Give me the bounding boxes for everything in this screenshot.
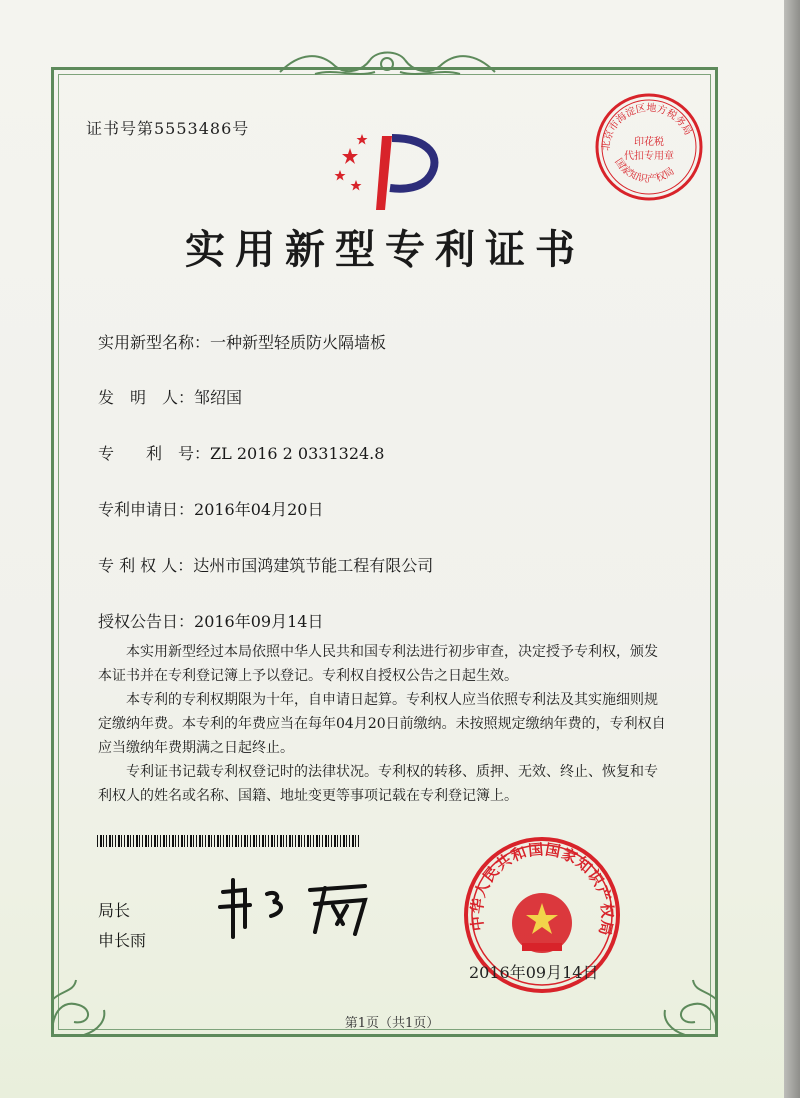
- patent-office-logo-icon: [330, 128, 445, 213]
- field-value: 2016年09月14日: [194, 612, 324, 631]
- svg-text:代扣专用章: 代扣专用章: [624, 151, 674, 162]
- director-title: 局长: [98, 901, 131, 920]
- body-paragraph: 专利证书记载专利权登记时的法律状况。专利权的转移、质押、无效、终止、恢复和专利权人的姓名或名称、国籍、地址变更等事项记载在专利登记簿上。: [98, 764, 658, 804]
- field-value: 邹绍国: [194, 388, 243, 407]
- field-inventor: [98, 385, 242, 408]
- field-patent-number: [98, 441, 384, 464]
- field-label: 授权公告日：: [98, 612, 195, 631]
- handwritten-signature-icon: [215, 872, 385, 942]
- top-ornament-icon: [275, 48, 500, 80]
- seal-date: 2016年09月14日: [469, 963, 599, 982]
- field-grant-date: [98, 609, 323, 632]
- certificate-body: [98, 640, 668, 808]
- page-number: 第1页（共1页）: [344, 1016, 440, 1031]
- svg-text:中华人民共和国国家知识产权局: 中华人民共和国国家知识产权局: [467, 840, 617, 939]
- field-label: 专利申请日：: [98, 500, 195, 519]
- page-edge-shadow: [784, 0, 800, 1098]
- field-filing-date: [98, 497, 323, 520]
- field-utility-model-name: [98, 330, 386, 353]
- body-paragraph: 本专利的专利权期限为十年，自申请日起算。专利权人应当依照专利法及其实施细则规定缴纳年费。本专利的年费应当在每年04月20日前缴纳。未按照规定缴纳年费的，专利权自应当缴纳年费期满之日起终止。: [98, 692, 666, 756]
- svg-text:印花税: 印花税: [634, 137, 664, 148]
- field-patentee: [98, 553, 433, 576]
- field-label: 专 利 号：: [98, 444, 211, 463]
- barcode: [97, 835, 361, 847]
- field-value: 2016年04月20日: [194, 500, 324, 519]
- certificate-title: 实用新型专利证书: [185, 227, 585, 273]
- field-label: 实用新型名称：: [98, 333, 211, 352]
- certificate-number: 证书号第5553486号: [86, 119, 250, 138]
- svg-text:国家知识产权局: 国家知识产权局: [612, 156, 677, 186]
- field-value: ZL 2016 2 0331324.8: [210, 444, 385, 463]
- stamp-duty-seal-icon: [593, 91, 705, 203]
- director-name: 申长雨: [98, 931, 147, 950]
- field-value: 一种新型轻质防火隔墙板: [210, 333, 387, 352]
- svg-text:北京市海淀区地方税务局: 北京市海淀区地方税务局: [600, 102, 694, 152]
- field-value: 达州市国鸿建筑节能工程有限公司: [193, 556, 434, 575]
- body-paragraph: 本实用新型经过本局依照中华人民共和国专利法进行初步审查，决定授予专利权，颁发本证书并在专利登记簿上予以登记。专利权自授权公告之日起生效。: [98, 644, 658, 684]
- field-label: 发 明 人：: [98, 388, 195, 407]
- field-label: 专 利 权 人：: [98, 556, 194, 575]
